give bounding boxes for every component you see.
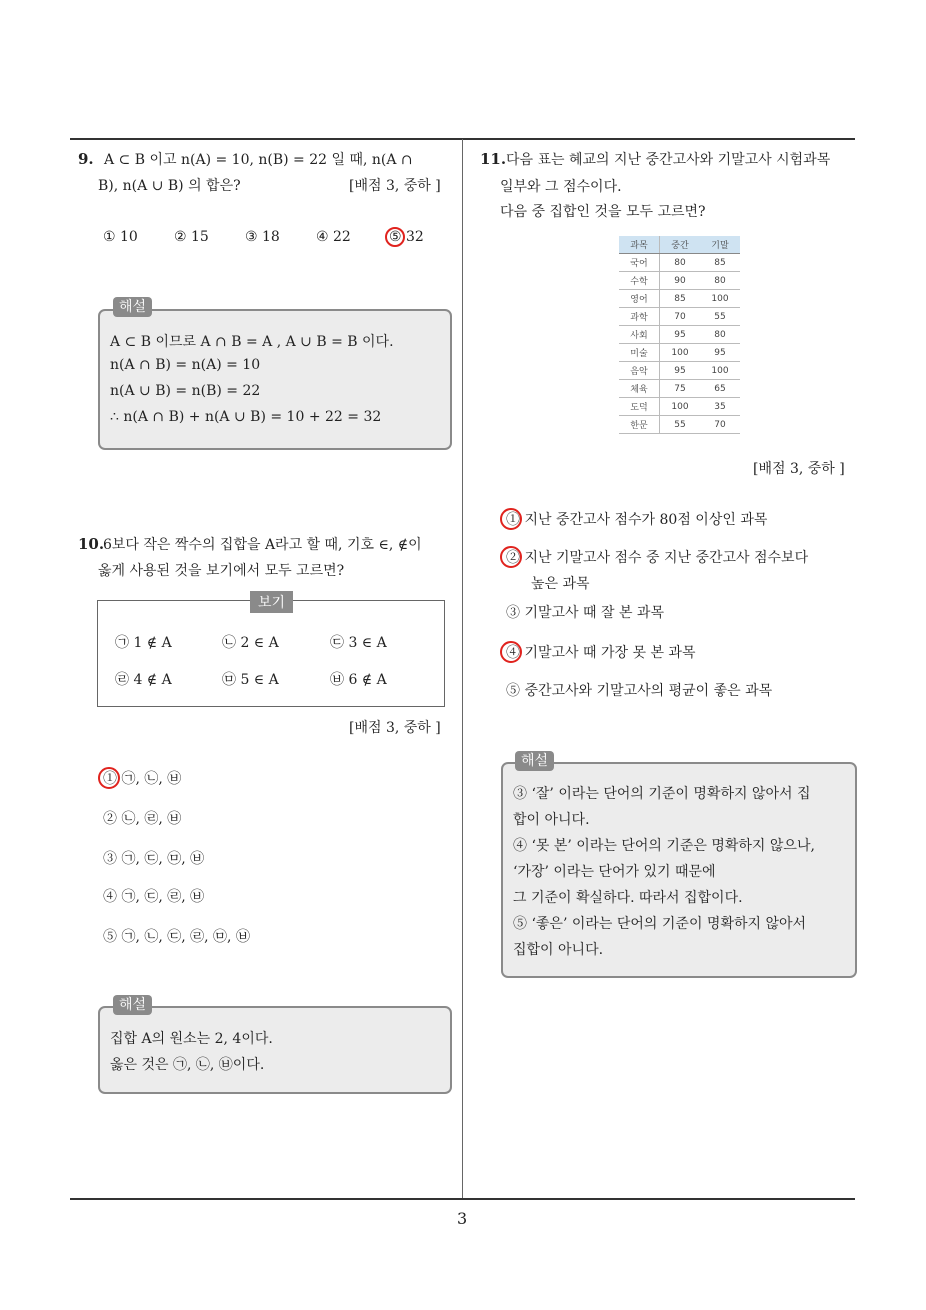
explanation-label: 해설 (113, 297, 152, 317)
table-cell: 수학 (619, 272, 660, 290)
bogi-item: ㉥ 6 ∉ A (330, 672, 387, 688)
table-cell: 국어 (619, 254, 660, 272)
table-cell: 100 (660, 398, 701, 416)
table-cell: 체육 (619, 380, 660, 398)
table-row (619, 308, 740, 326)
table-cell: 55 (660, 416, 701, 434)
bogi-label: 보기 (250, 591, 293, 613)
choice[interactable]: ③ ㉠, ㉢, ㉤, ㉥ (103, 851, 205, 867)
table-cell: 영어 (619, 290, 660, 308)
table-cell: 80 (660, 254, 701, 272)
question-text: B), n(A ∪ B) 의 합은? (98, 178, 241, 194)
choice[interactable]: ① 10 (103, 229, 138, 245)
choice[interactable]: ⑤ 중간고사와 기말고사의 평균이 좋은 과목 (506, 683, 773, 699)
column-header: 과목 (619, 236, 660, 254)
table-row (619, 380, 740, 398)
question-text: 일부와 그 점수이다. (500, 179, 622, 195)
explanation-text: A ⊂ B 이므로 A ∩ B = A , A ∪ B = B 이다. (110, 334, 394, 350)
table-cell: 미술 (619, 344, 660, 362)
table-cell: 65 (700, 380, 740, 398)
choice[interactable]: ② 15 (174, 229, 209, 245)
bogi-item: ㉣ 4 ∉ A (115, 672, 172, 688)
bottom-rule (70, 1198, 855, 1200)
table-row (619, 398, 740, 416)
table-row (619, 416, 740, 434)
table-cell: 100 (700, 290, 740, 308)
bogi-item: ㉤ 5 ∈ A (222, 672, 279, 688)
answer-circle (500, 641, 522, 663)
column-header: 중간 (660, 236, 701, 254)
table-cell: 도덕 (619, 398, 660, 416)
choice[interactable]: ④ ㉠, ㉢, ㉣, ㉥ (103, 889, 205, 905)
answer-circle (500, 508, 522, 530)
table-cell: 사회 (619, 326, 660, 344)
answer-circle (98, 767, 120, 789)
explanation-text: ⑤ ‘좋은’ 이라는 단어의 기준이 명확하지 않아서 (513, 916, 807, 932)
choice[interactable]: ① ㉠, ㉡, ㉥ (103, 771, 182, 787)
choice[interactable]: ⑤ 32 (389, 229, 424, 245)
table-row (619, 344, 740, 362)
table-cell: 95 (660, 362, 701, 380)
choice[interactable]: ④ 22 (316, 229, 351, 245)
explanation-text: 옳은 것은 ㉠, ㉡, ㉥이다. (110, 1057, 265, 1073)
explanation-text: ∴ n(A ∩ B) + n(A ∪ B) = 10 + 22 = 32 (110, 409, 382, 425)
table-header-row (619, 236, 740, 254)
explanation-text: 그 기준이 확실하다. 따라서 집합이다. (513, 890, 743, 906)
table-cell: 음악 (619, 362, 660, 380)
table-cell: 75 (660, 380, 701, 398)
table-cell: 100 (660, 344, 701, 362)
table-cell: 과학 (619, 308, 660, 326)
table-row (619, 362, 740, 380)
question-number: 10. (78, 535, 105, 553)
table-cell: 95 (660, 326, 701, 344)
question-text: 6보다 작은 짝수의 집합을 A라고 할 때, 기호 ∈, ∉이 (103, 537, 422, 553)
question-text: A ⊂ B 이고 n(A) = 10, n(B) = 22 일 때, n(A ∩ (104, 152, 413, 168)
explanation-label: 해설 (515, 751, 554, 771)
table-row (619, 254, 740, 272)
page-number: 3 (457, 1209, 468, 1228)
question-number: 9. (78, 150, 94, 168)
choice-continuation: 높은 과목 (531, 576, 590, 592)
choice[interactable]: ④ 기말고사 때 가장 못 본 과목 (506, 645, 696, 661)
question-number: 11. (480, 150, 507, 168)
table-cell: 80 (700, 326, 740, 344)
table-cell: 85 (660, 290, 701, 308)
choice[interactable]: ② ㉡, ㉣, ㉥ (103, 811, 182, 827)
table-cell: 한문 (619, 416, 660, 434)
explanation-text: 합이 아니다. (513, 812, 590, 828)
answer-circle (500, 546, 522, 568)
question-text: 옳게 사용된 것을 보기에서 모두 고르면? (98, 563, 345, 579)
table-row (619, 290, 740, 308)
table-cell: 90 (660, 272, 701, 290)
explanation-text: n(A ∪ B) = n(B) = 22 (110, 383, 261, 399)
table-cell: 85 (700, 254, 740, 272)
table-cell: 35 (700, 398, 740, 416)
table-row (619, 326, 740, 344)
choice[interactable]: ③ 기말고사 때 잘 본 과목 (506, 605, 664, 621)
table-cell: 80 (700, 272, 740, 290)
table-cell: 70 (660, 308, 701, 326)
explanation-text: ③ ‘잘’ 이라는 단어의 기준이 명확하지 않아서 집 (513, 786, 811, 802)
table-cell: 100 (700, 362, 740, 380)
table-row (619, 272, 740, 290)
table-cell: 70 (700, 416, 740, 434)
explanation-text: 집합 A의 원소는 2, 4이다. (110, 1031, 273, 1047)
bogi-item: ㉡ 2 ∈ A (222, 635, 279, 651)
choice[interactable]: ⑤ ㉠, ㉡, ㉢, ㉣, ㉤, ㉥ (103, 929, 250, 945)
score-label: [배점 3, 중하 ] (349, 178, 441, 194)
question-text: 다음 표는 혜교의 지난 중간고사와 기말고사 시험과목 (506, 152, 831, 168)
column-divider (462, 139, 463, 1199)
bogi-box (97, 600, 445, 707)
choice[interactable]: ② 지난 기말고사 점수 중 지난 중간고사 점수보다 (506, 550, 809, 566)
score-label: [배점 3, 중하 ] (753, 461, 845, 477)
column-header: 기말 (700, 236, 740, 254)
explanation-label: 해설 (113, 995, 152, 1015)
score-table (619, 236, 740, 434)
choice[interactable]: ③ 18 (245, 229, 280, 245)
score-label: [배점 3, 중하 ] (349, 720, 441, 736)
explanation-text: ④ ‘못 본’ 이라는 단어의 기준은 명확하지 않으나, (513, 838, 815, 854)
answer-circle (385, 227, 405, 247)
explanation-text: n(A ∩ B) = n(A) = 10 (110, 357, 261, 373)
bogi-item: ㉢ 3 ∈ A (330, 635, 387, 651)
explanation-text: ‘가장’ 이라는 단어가 있기 때문에 (513, 864, 716, 880)
table-cell: 95 (700, 344, 740, 362)
bogi-item: ㉠ 1 ∉ A (115, 635, 172, 651)
explanation-text: 집합이 아니다. (513, 942, 604, 958)
explanation-box (98, 1006, 452, 1094)
choice[interactable]: ① 지난 중간고사 점수가 80점 이상인 과목 (506, 512, 768, 528)
question-text: 다음 중 집합인 것을 모두 고르면? (500, 204, 706, 220)
table-cell: 55 (700, 308, 740, 326)
